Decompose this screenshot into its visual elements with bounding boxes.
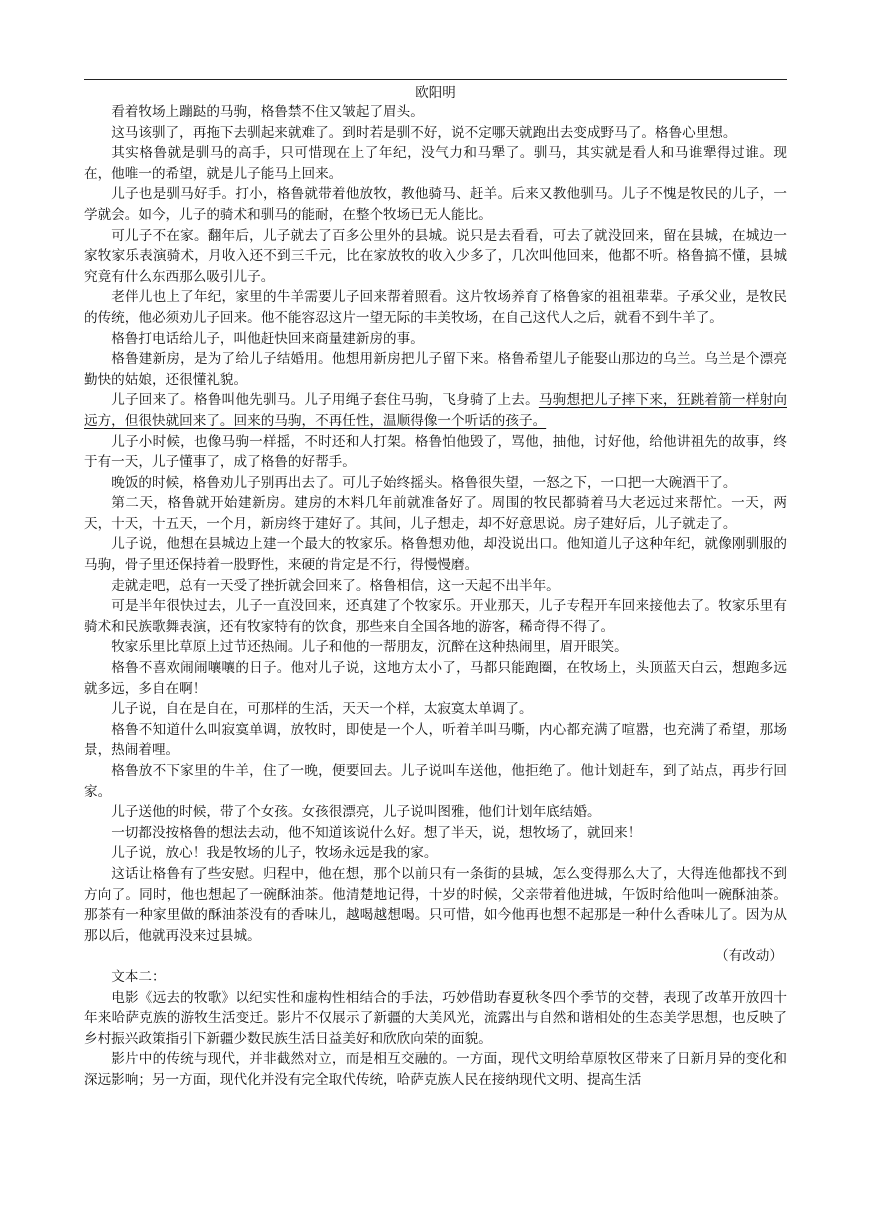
header-rule	[84, 79, 787, 80]
paragraph-plain-part: 儿子回来了。格鲁叫他先驯马。儿子用绳子套住马驹，飞身骑了上去。	[111, 392, 539, 409]
adaptation-note: （有改动）	[715, 948, 783, 965]
underlined-sentence: 马驹想把儿子摔下来，狂跳着箭一样射向远方，但很快就回来了。回来的马驹，不再任性，温顺得像一个听话的孩子。	[84, 392, 788, 429]
paragraph: 格鲁放不下家里的牛羊，住了一晚，便要回去。儿子说叫车送他，他拒绝了。他计划赶车，到了站点，再步行回家。	[84, 763, 787, 800]
paragraph: 电影《远去的牧歌》以纪实性和虚构性相结合的手法，巧妙借助春夏秋冬四个季节的交替，表现了改革开放四十年来哈萨克族的游牧生活变迁。影片不仅展示了新疆的大美风光，流露出与自然和谐相处的生态美学思想，也反映了乡村振兴政策指引下新疆少数民族生活日益美好和欣欣向荣的面貌。	[84, 989, 787, 1047]
paragraph: 儿子小时候，也像马驹一样摇，不时还和人打架。格鲁怕他毁了，骂他，抽他，讨好他，给他讲祖先的故事，终于有一天，儿子懂事了，成了格鲁的好帮手。	[84, 433, 787, 471]
paragraph: 格鲁不知道什么叫寂寞单调，放牧时，即使是一个人，听着羊叫马嘶，内心都充满了喧嚣，也充满了希望，那场景，热闹着哩。	[84, 721, 787, 759]
paragraph: 格鲁打电话给儿子，叫他赶快回来商量建新房的事。	[111, 330, 424, 347]
paragraph: 老伴儿也上了年纪，家里的牛羊需要儿子回来帮着照看。这片牧场养育了格鲁家的祖祖辈辈。子承父业，是牧民的传统，他必须劝儿子回来。他不能容忍这片一望无际的丰美牧场，在自己这代人之后，就看不到牛羊了。	[84, 289, 787, 326]
paragraph: 这话让格鲁有了些安慰。归程中，他在想，那个以前只有一条街的县城，怎么变得那么大了，大得连他都找不到方向了。同时，他也想起了一碗酥油茶。他清楚地记得，十岁的时候，父亲带着他进城，午饭时给他叫一碗酥油茶。那茶有一种家里做的酥油茶没有的香味儿，越喝越想喝。只可惜，如今他再也想不起那是一种什么香味儿了。因为从那以后，他就再没来过县城。	[84, 865, 787, 944]
text2-heading: 文本二：	[111, 968, 166, 985]
paragraph: 影片中的传统与现代，并非截然对立，而是相互交融的。一方面，现代文明给草原牧区带来了日新月异的变化和深远影响；另一方面，现代化并没有完全取代传统，哈萨克族人民在接纳现代文明、提高生活	[84, 1051, 787, 1088]
paragraph: 儿子说，自在是自在，可那样的生活，天天一个样，太寂寞太单调了。	[111, 701, 533, 718]
paragraph: 看着牧场上蹦跶的马驹，格鲁禁不住又皱起了眉头。	[111, 104, 424, 120]
paragraph: 可儿子不在家。翻年后，儿子就去了百多公里外的县城。说只是去看看，可去了就没回来，留在县城，在城边一家牧家乐表演骑术，月收入还不到三千元，比在家放牧的收入少多了，几次叫他回来，他都不听。格鲁搞不懂，县城究竟有什么东西那么吸引儿子。	[84, 227, 787, 285]
paragraph-with-underline	[84, 390, 787, 431]
paragraph: 儿子说，放心！我是牧场的儿子，牧场永远是我的家。	[111, 845, 438, 862]
article-body	[84, 102, 787, 1091]
paragraph: 这马该驯了，再拖下去驯起来就难了。到时若是驯不好，说不定哪天就跑出去变成野马了。格鲁心里想。	[111, 124, 737, 141]
paragraph: 格鲁建新房，是为了给儿子结婚用。他想用新房把儿子留下来。格鲁希望儿子能娶山那边的乌兰。乌兰是个漂亮勤快的姑娘，还很懂礼貌。	[84, 351, 787, 388]
paragraph: 牧家乐里比草原上过节还热闹。儿子和他的一帮朋友，沉醉在这种热闹里，眉开眼笑。	[111, 639, 628, 656]
paragraph: 儿子也是驯马好手。打小，格鲁就带着他放牧，教他骑马、赶羊。后来又教他驯马。儿子不愧是牧民的儿子，一学就会。如今，儿子的骑术和驯马的能耐，在整个牧场已无人能比。	[84, 186, 787, 223]
paragraph: 儿子送他的时候，带了个女孩。女孩很漂亮，儿子说叫图雅，他们计划年底结婚。	[111, 804, 601, 821]
paragraph: 格鲁不喜欢闹闹嚷嚷的日子。他对儿子说，这地方太小了，马都只能跑圈，在牧场上，头顶蓝天白云，想跑多远就多远，多自在啊！	[84, 660, 787, 697]
paragraph: 一切都没按格鲁的想法去动，他不知道该说什么好。想了半天，说，想牧场了，就回来！	[111, 824, 642, 841]
paragraph: 晚饭的时候，格鲁劝儿子别再出去了。可儿子始终摇头。格鲁很失望，一怒之下，一口把一大碗酒干了。	[111, 474, 737, 491]
author-name: 欧阳明	[415, 85, 456, 101]
paragraph: 可是半年很快过去，儿子一直没回来，还真建了个牧家乐。开业那天，儿子专程开车回来接他去了。牧家乐里有骑术和民族歌舞表演，还有牧家特有的饮食，那些来自全国各地的游客，稀奇得不得了。	[84, 598, 787, 635]
paragraph: 走就走吧，总有一天受了挫折就会回来了。格鲁相信，这一天起不出半年。	[111, 577, 560, 594]
paragraph: 第二天，格鲁就开始建新房。建房的木料几年前就准备好了。周围的牧民都骑着马大老远过来帮忙。一天，两天，十天，十五天，一个月，新房终于建好了。其间，儿子想走，却不好意思说。房子建好后，儿子就走了。	[84, 495, 787, 532]
paragraph: 其实格鲁就是驯马的高手，只可惜现在上了年纪，没气力和马犟了。驯马，其实就是看人和马谁犟得过谁。现在，他唯一的希望，就是儿子能马上回来。	[84, 145, 787, 182]
paragraph: 儿子说，他想在县城边上建一个最大的牧家乐。格鲁想劝他，却没说出口。他知道儿子这种年纪，就像刚驯服的马驹，骨子里还保持着一股野性，来硬的肯定是不行，得慢慢磨。	[84, 536, 787, 574]
